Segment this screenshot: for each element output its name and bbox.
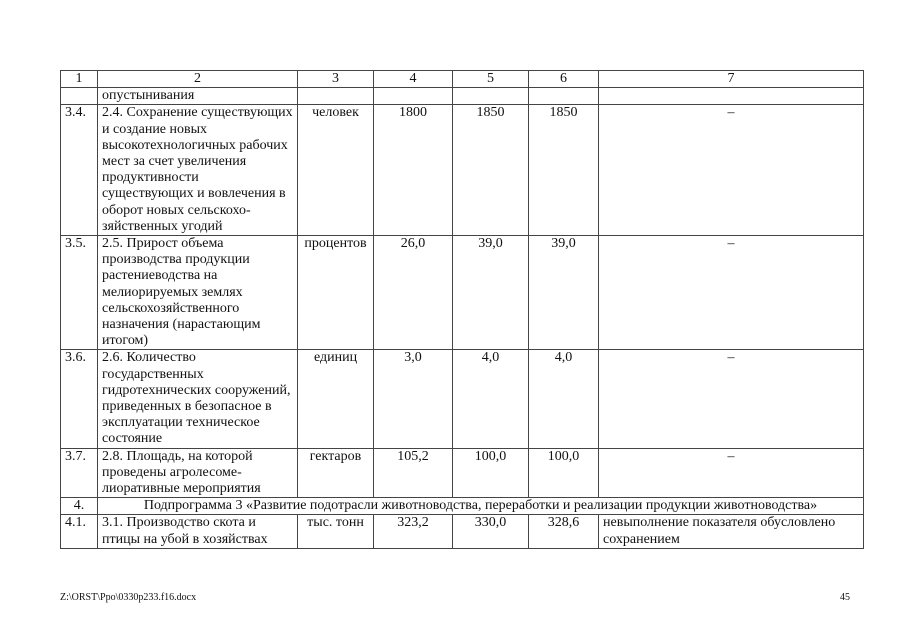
cell-name: 2.5. Прирост объема производства продукции растениеводства на мелиорируемых землях сельскохозяйственного назначения (нарастающим итогом) <box>98 236 298 350</box>
table-row <box>61 350 864 448</box>
col-header-7: 7 <box>599 71 864 88</box>
indicators-table <box>60 70 864 549</box>
cell-v4: 323,2 <box>374 515 453 548</box>
cell-name: опустынивания <box>98 88 298 105</box>
table-row <box>61 236 864 350</box>
cell-v5: 330,0 <box>453 515 529 548</box>
subprogram-row <box>61 498 864 515</box>
cell-note: – <box>599 350 864 448</box>
col-header-2: 2 <box>98 71 298 88</box>
cell-v6: 328,6 <box>529 515 599 548</box>
cell-num: 3.6. <box>61 350 98 448</box>
cell-note: – <box>599 236 864 350</box>
cell-num: 3.7. <box>61 448 98 498</box>
page-number: 45 <box>840 592 850 603</box>
cell-v6: 1850 <box>529 105 599 236</box>
table-row <box>61 515 864 548</box>
cell-unit: гектаров <box>298 448 374 498</box>
cell-v6: 39,0 <box>529 236 599 350</box>
cell-num: 3.5. <box>61 236 98 350</box>
header-row <box>61 71 864 88</box>
cell-num: 4. <box>61 498 98 515</box>
cell-v5: 39,0 <box>453 236 529 350</box>
cell-name: 2.8. Площадь, на которой проведены агролесоме-лиоративные мероприятия <box>98 448 298 498</box>
cell-v5: 100,0 <box>453 448 529 498</box>
cell-name: 3.1. Производство скота и птицы на убой в хозяйствах <box>98 515 298 548</box>
cell-note: – <box>599 448 864 498</box>
col-header-1: 1 <box>61 71 98 88</box>
cell-unit: человек <box>298 105 374 236</box>
col-header-5: 5 <box>453 71 529 88</box>
cell-v5: 1850 <box>453 105 529 236</box>
table-row <box>61 105 864 236</box>
cell-v4: 105,2 <box>374 448 453 498</box>
cell-v4: 1800 <box>374 105 453 236</box>
cell-unit: процентов <box>298 236 374 350</box>
cell-note: невыполнение показателя обусловлено сохранением <box>599 515 864 548</box>
col-header-6: 6 <box>529 71 599 88</box>
col-header-3: 3 <box>298 71 374 88</box>
cell-num: 4.1. <box>61 515 98 548</box>
cell-name: 2.6. Количество государственных гидротехнических сооружений, приведенных в безопасное в эксплуатации техническое состояние <box>98 350 298 448</box>
cell-note: – <box>599 105 864 236</box>
cell-num: 3.4. <box>61 105 98 236</box>
cell-name: 2.4. Сохранение существующих и создание новых высокотехнологичных рабочих мест за счет увеличения продуктивности существующих и вовлечения в оборот новых сельскохо-зяйственных угодий <box>98 105 298 236</box>
cell-v6 <box>529 88 599 105</box>
cell-num <box>61 88 98 105</box>
footer-file-path: Z:\ORST\Ppo\0330p233.f16.docx <box>60 592 197 603</box>
cell-v6: 100,0 <box>529 448 599 498</box>
cell-v4 <box>374 88 453 105</box>
cell-v5 <box>453 88 529 105</box>
cell-v5: 4,0 <box>453 350 529 448</box>
col-header-4: 4 <box>374 71 453 88</box>
continuation-row <box>61 88 864 105</box>
cell-v4: 3,0 <box>374 350 453 448</box>
cell-unit: единиц <box>298 350 374 448</box>
cell-note <box>599 88 864 105</box>
cell-unit <box>298 88 374 105</box>
subprogram-title: Подпрограмма 3 «Развитие подотрасли животноводства, переработки и реализации продукции животноводства» <box>98 498 864 515</box>
cell-unit: тыс. тонн <box>298 515 374 548</box>
cell-v6: 4,0 <box>529 350 599 448</box>
table-row <box>61 448 864 498</box>
cell-v4: 26,0 <box>374 236 453 350</box>
